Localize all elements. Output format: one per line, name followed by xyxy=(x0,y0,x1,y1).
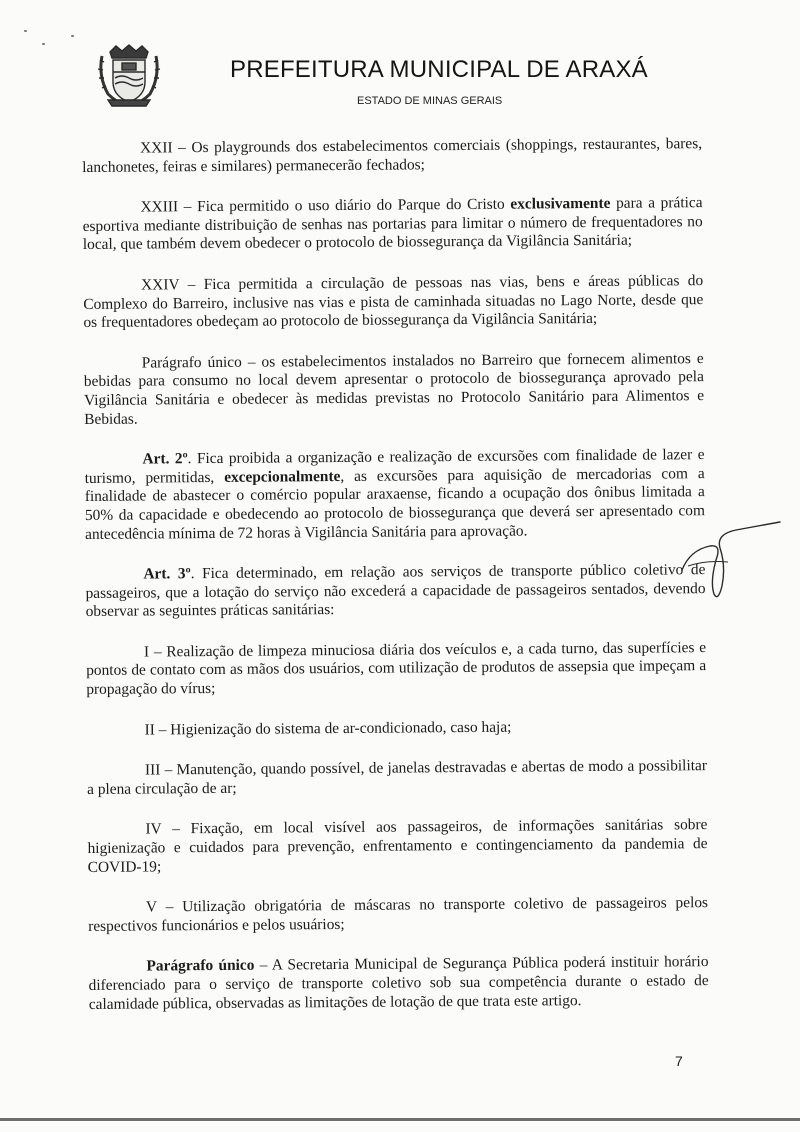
header-title: PREFEITURA MUNICIPAL DE ARAXÁ xyxy=(230,56,648,83)
bold-term: excepcionalmente xyxy=(224,467,341,486)
paragraph xyxy=(86,639,706,700)
bold-term: exclusivamente xyxy=(510,195,611,213)
paragraph-text: Parágrafo único – os estabelecimentos instalados no Barreiro que fornecem alimentos e bebidas para consumo no local devem apresentar o protocolo de biossegurança aprovado pela Vigilância Sanitária e obedecer às medidas previstas no Protocolo Sanitário para Alimentos e Bebidas. xyxy=(83,349,705,428)
page-number: 7 xyxy=(675,1053,683,1069)
paragraph-text: XXIV – Fica permitida a circulação de pessoas nas vias, bens e áreas públicas do Complexo do Barreiro, inclusive nas vias e pista de caminhada situadas no Lago Norte, desde que os frequentadores obedeçam ao protocolo de biossegurança da Vigilância Sanitária; xyxy=(83,272,704,332)
paragraph xyxy=(82,194,702,255)
bold-term: Parágrafo único xyxy=(146,957,255,975)
paragraph xyxy=(87,757,707,799)
paragraph-text: , as excursões para aquisição de mercadorias com a finalidade de abastecer o comércio popular araxaense, ficando a ocupação dos ônibus limitada a 50% da capacidade e obedecendo ao protocolo de biossegurança que deverá ser apresentado com antecedência mínima de 72 horas à Vigilância Sanitária para aprovação. xyxy=(84,464,705,543)
paragraph xyxy=(84,446,705,544)
paragraph xyxy=(87,717,707,740)
paragraph-text: . Fica proibida a organização e realização de excursões com finalidade de lazer e turismo, permitidas, xyxy=(84,446,705,487)
scan-speck xyxy=(71,35,74,37)
paragraph-text: XXII – Os playgrounds dos estabelecimentos comerciais (shoppings, restaurantes, bares, lanchonetes, feiras e similares) permanecerão fechados; xyxy=(82,135,703,176)
paragraph-text: IV – Fixação, em local visível aos passageiros, de informações sanitárias sobre higienização e cuidados para prevenção, enfrentamento e contingenciamento da pandemia de COVID-19; xyxy=(87,816,708,876)
paragraph xyxy=(88,954,708,1015)
paragraph-text: para a prática esportiva mediante distribuição de senhas nas portarias para limitar o número de frequentadores no local, que também devem obedecer o protocolo de biossegurança da Vigilância Sanitária; xyxy=(82,194,703,254)
header-subtitle: ESTADO DE MINAS GERAIS xyxy=(357,95,503,107)
paragraph xyxy=(88,894,708,936)
paragraph-text: I – Realização de limpeza minuciosa diária dos veículos e, a cada turno, das superfícies e pontos de contato com as mãos dos usuários, com utilização de produtos de assepsia que impeçam a propagação do vírus; xyxy=(86,638,707,699)
scan-speck xyxy=(42,43,45,45)
paragraph-text: II – Higienização do sistema de ar-condicionado, caso haja; xyxy=(144,718,512,739)
paragraph-text: XXIII – Fica permitido o uso diário do Parque do Cristo xyxy=(140,195,511,216)
bottom-edge-rule xyxy=(0,1118,800,1121)
coat-of-arms-icon xyxy=(94,42,164,108)
paragraph xyxy=(85,561,705,622)
paragraph xyxy=(83,272,703,333)
document-body xyxy=(82,135,709,1036)
paragraph xyxy=(82,135,702,177)
paragraph-text: III – Manutenção, quando possível, de janelas destravadas e abertas de modo a possibilitar a plena circulação de ar; xyxy=(87,757,708,798)
paragraph-text: – A Secretaria Municipal de Segurança Pública poderá instituir horário diferenciado para o serviço de transporte coletivo sob sua competência durante o estado de calamidade pública, observadas as limitações de lotação de que trata este artigo. xyxy=(88,953,709,1013)
paragraph xyxy=(87,817,707,878)
paragraph-text: V – Utilização obrigatória de máscaras no transporte coletivo de passageiros pelos respectivos funcionários e pelos usuários; xyxy=(88,894,709,935)
paragraph xyxy=(84,350,705,429)
handwritten-initial-icon xyxy=(676,520,786,600)
paragraph-text: . Fica determinado, em relação aos serviços de transporte público coletivo de passageiros, que a lotação do serviço não excederá a capacidade de passageiros sentados, devendo observar as seguintes práticas sanitárias: xyxy=(85,561,706,621)
scan-speck xyxy=(24,30,27,32)
bold-term: Art. 2º xyxy=(142,450,188,468)
bold-term: Art. 3º xyxy=(143,565,191,583)
